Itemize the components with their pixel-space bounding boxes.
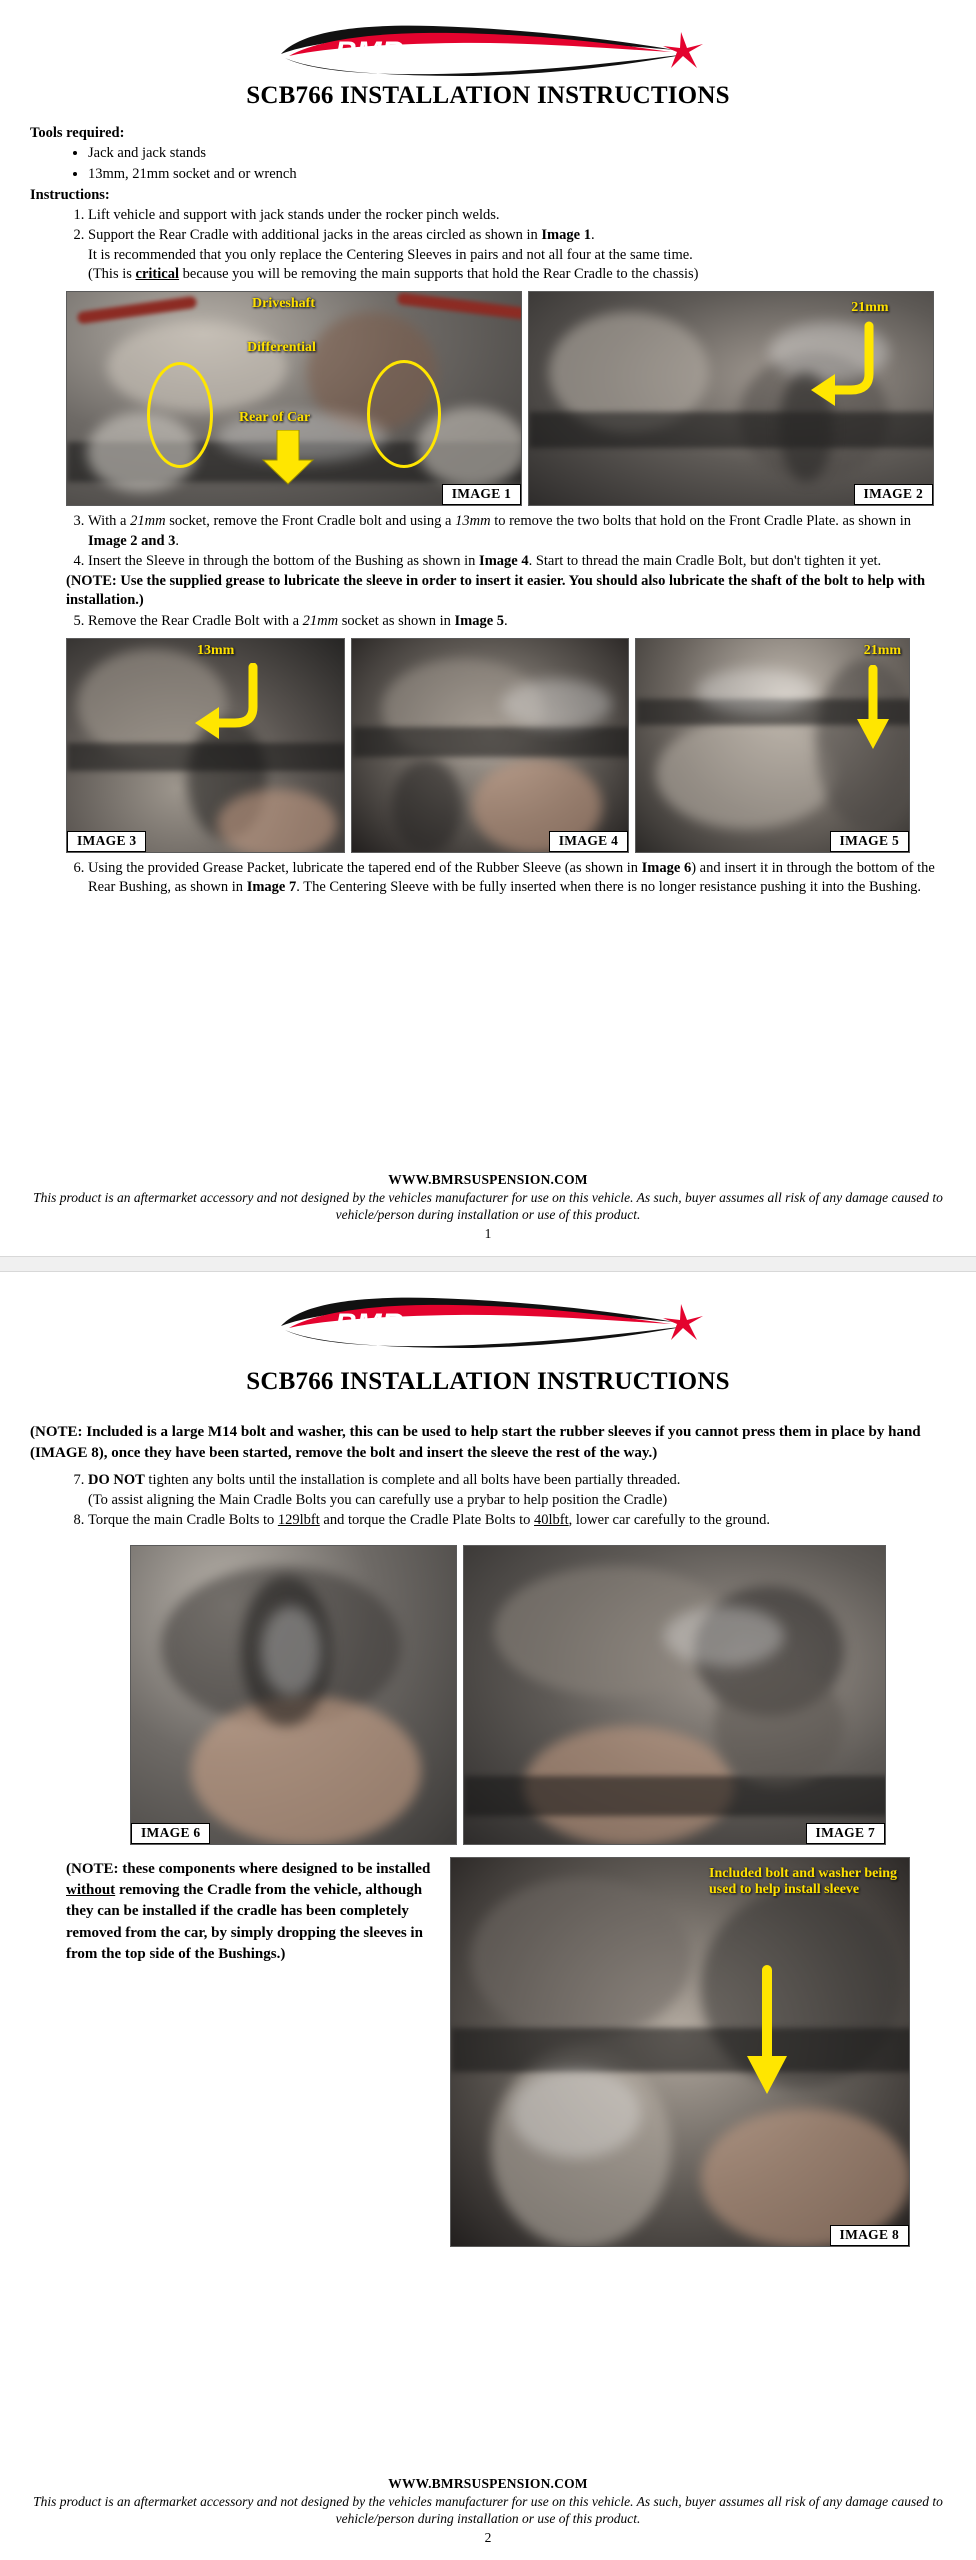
list-item: 5. Remove the Rear Cradle Bolt with a 21mm socket as shown in Image 5.	[88, 612, 946, 631]
page-2	[0, 1272, 976, 2560]
note-and-image8-row	[30, 1857, 946, 2247]
page-title: SCB766 INSTALLATION INSTRUCTIONS	[246, 82, 730, 109]
photo-image-2	[528, 291, 934, 506]
page-1	[0, 0, 976, 1256]
page1-footer	[30, 1172, 946, 1242]
annotation-21mm-b: 21mm	[863, 642, 902, 658]
list-item: 3. With a 21mm socket, remove the Front Cradle bolt and using a 13mm to remove the two bolts that hold on the Front Cradle Plate. as shown in Image 2 and 3.	[88, 512, 946, 551]
instructions-list-part4	[30, 859, 946, 898]
annotation-13mm: 13mm	[197, 642, 235, 658]
photo-image-4	[351, 638, 630, 853]
step7-sub: (To assist aligning the Main Cradle Bolts you can carefully use a prybar to help position the Cradle)	[88, 1491, 668, 1508]
step2-sub-a: It is recommended that you only replace the Centering Sleeves in pairs and not all four at the same time.	[88, 246, 693, 263]
caption-image-7: IMAGE 7	[806, 1823, 885, 1844]
annotation-rear-of-car: Rear of Car	[239, 410, 311, 426]
highlight-ellipse-left	[147, 362, 213, 468]
page1-body-3	[30, 859, 946, 898]
annotation-included-bolt: Included bolt and washer being used to help install sleeve	[709, 1865, 898, 1897]
svg-text:SUSPENSION: SUSPENSION	[449, 46, 581, 65]
curved-arrow-icon	[807, 320, 887, 410]
note-grease: (NOTE: Use the supplied grease to lubricate the sleeve in order to insert it easier. You should also lubricate the shaft of the bolt to help with installation.)	[66, 573, 926, 609]
caption-image-8: IMAGE 8	[830, 2225, 909, 2246]
tools-required-label: Tools required:	[30, 125, 125, 141]
caption-image-5: IMAGE 5	[830, 831, 909, 852]
bmr-logo-graphic	[273, 24, 703, 76]
annotation-21mm: 21mm	[851, 300, 889, 316]
step2-sub-b: (This is critical because you will be removing the main supports that hold the Rear Cradle to the chassis)	[88, 265, 699, 282]
svg-text:BMR: BMR	[335, 1308, 404, 1341]
caption-image-6: IMAGE 6	[131, 1823, 210, 1844]
image-row-1	[30, 291, 946, 506]
list-item: 4. Insert the Sleeve in through the bottom of the Bushing as shown in Image 4. Start to thread the main Cradle Bolt, but don't tighten it yet.	[88, 552, 946, 571]
caption-image-3: IMAGE 3	[67, 831, 146, 852]
footer-disclaimer: This product is an aftermarket accessory and not designed by the vehicles manufacturer for use on this vehicle. As such, buyer assumes all risk of any damage caused to vehicle/person during installation or use of this product.	[33, 1189, 943, 1223]
page-title: SCB766 INSTALLATION INSTRUCTIONS	[246, 1368, 730, 1395]
footer-website: WWW.BMRSUSPENSION.COM	[388, 1171, 588, 1187]
page1-body	[30, 124, 946, 284]
annotation-driveshaft: Driveshaft	[252, 296, 315, 312]
list-item: • 13mm, 21mm socket and or wrench	[88, 165, 946, 184]
footer-page-number: 1	[484, 1226, 492, 1241]
caption-image-1: IMAGE 1	[442, 484, 521, 505]
highlight-ellipse-right	[367, 360, 441, 468]
curved-arrow-icon	[187, 663, 273, 743]
list-item: 7. DO NOT tighten any bolts until the installation is complete and all bolts have been partially threaded. (To assist aligning the Main Cradle Bolts you can carefully use a prybar to help position the Cradle)	[88, 1471, 946, 1510]
list-item: 6. Using the provided Grease Packet, lubricate the tapered end of the Rubber Sleeve (as shown in Image 6) and insert it in through the bottom of the Rear Bushing, as shown in Image 7. The Centering Sleeve with be fully inserted when there is no longer resistance pushing it into the Bushing.	[88, 859, 946, 898]
caption-image-4: IMAGE 4	[549, 831, 628, 852]
list-item: 2. Support the Rear Cradle with additional jacks in the areas circled as shown in Image 1. It is recommended that you only replace the Centering Sleeves in pairs and not all four at the same time. (This is critical because you will be removing the main supports that hold the Rear Cradle to the chassis)	[88, 226, 946, 284]
page-separator	[0, 1256, 976, 1272]
list-item: 1. Lift vehicle and support with jack stands under the rocker pinch welds.	[88, 206, 946, 225]
photo-image-3	[66, 638, 345, 853]
down-curved-arrow-icon	[731, 1964, 801, 2104]
tools-list	[30, 144, 946, 184]
bmr-logo	[30, 1294, 946, 1350]
footer-page-number: 2	[484, 2530, 492, 2545]
footer-website: WWW.BMRSUSPENSION.COM	[388, 2475, 588, 2491]
bmr-logo-graphic	[273, 1296, 703, 1348]
image-row-3	[30, 1545, 946, 1845]
page1-body-2	[30, 512, 946, 631]
photo-image-5	[635, 638, 910, 853]
instructions-list-part1	[30, 206, 946, 284]
photo-image-1	[66, 291, 522, 506]
page2-body	[30, 1422, 946, 1531]
svg-text:BMR: BMR	[335, 36, 404, 69]
photo-image-7	[463, 1545, 886, 1845]
photo-image-6	[130, 1545, 457, 1845]
instructions-list-page2	[30, 1471, 946, 1530]
annotation-differential: Differential	[247, 340, 316, 356]
down-curved-arrow-icon	[843, 665, 903, 757]
instructions-list-part2	[30, 512, 946, 571]
instructions-label: Instructions:	[30, 186, 110, 203]
note-m14-bolt: (NOTE: Included is a large M14 bolt and washer, this can be used to help start the rubber sleeves if you cannot press them in place by hand (IMAGE 8), once they have been started, remove the bolt and insert the sleeve the rest of the way.)	[30, 1424, 921, 1461]
list-item: • Jack and jack stands	[88, 144, 946, 163]
instructions-list-part3	[30, 612, 946, 631]
list-item: 8. Torque the main Cradle Bolts to 129lbft and torque the Cradle Plate Bolts to 40lbft, lower car carefully to the ground.	[88, 1511, 946, 1530]
note-cradle-removal: (NOTE: these components where designed to be installed without removing the Cradle from the vehicle, although they can be installed if the cradle has been completely removed from the car, by simply dropping the sleeves in from the top side of the Bushings.)	[66, 1860, 431, 1962]
down-arrow-icon	[259, 430, 319, 486]
caption-image-2: IMAGE 2	[854, 484, 933, 505]
bmr-logo	[30, 22, 946, 78]
footer-disclaimer: This product is an aftermarket accessory and not designed by the vehicles manufacturer for use on this vehicle. As such, buyer assumes all risk of any damage caused to vehicle/person during installation or use of this product.	[33, 2493, 943, 2527]
svg-text:SUSPENSION: SUSPENSION	[449, 1318, 581, 1337]
image-row-2	[30, 638, 946, 853]
page2-footer	[30, 2476, 946, 2546]
photo-image-8	[450, 1857, 910, 2247]
